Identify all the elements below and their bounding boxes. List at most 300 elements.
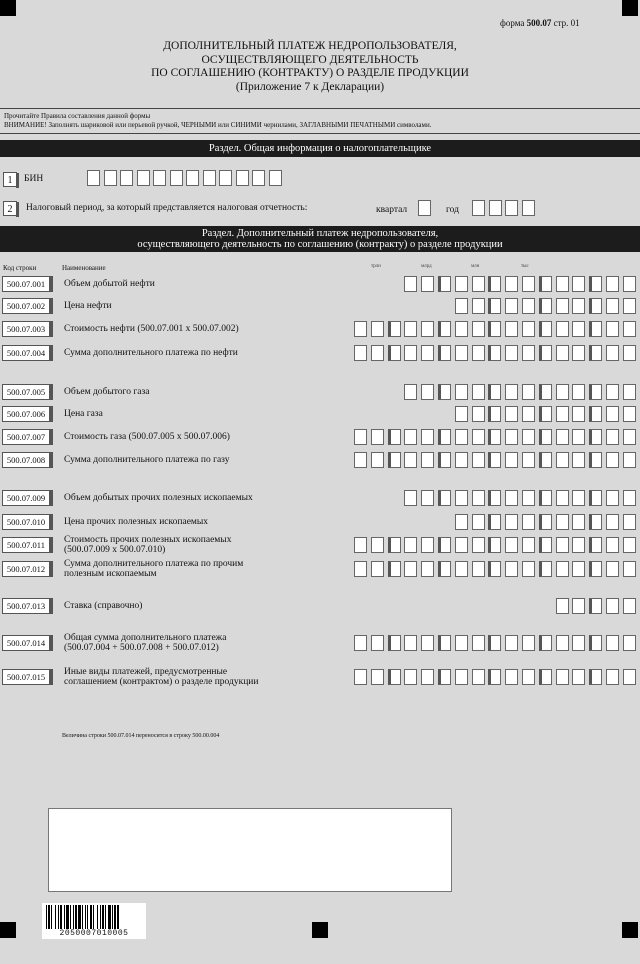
- section-additional-payment-title-2: осуществляющего деятельность по соглашению (контракту) о разделе продукции: [137, 239, 503, 250]
- row-digit-cell[interactable]: [472, 561, 485, 577]
- row-digit-cell[interactable]: [438, 635, 451, 651]
- row-digit-cell[interactable]: [388, 321, 401, 337]
- row-digit-cell[interactable]: [404, 669, 417, 685]
- row-digit-cell[interactable]: [505, 345, 518, 361]
- row-digit-cell[interactable]: [421, 490, 434, 506]
- row-digit-cell[interactable]: [589, 561, 602, 577]
- row-digit-cell[interactable]: [455, 561, 468, 577]
- barcode-bar: [100, 905, 101, 929]
- row-digit-cell[interactable]: [556, 561, 569, 577]
- row-digit-cell[interactable]: [522, 537, 535, 553]
- row-digit-cell[interactable]: [455, 490, 468, 506]
- row-digit-cell[interactable]: [472, 406, 485, 422]
- row-digit-cell[interactable]: [623, 321, 636, 337]
- row-digit-cell[interactable]: [438, 537, 451, 553]
- row-digit-cell[interactable]: [488, 276, 501, 292]
- row-digit-cell[interactable]: [371, 429, 384, 445]
- row-name: Сумма дополнительного платежа по прочим полезным ископаемым: [64, 559, 244, 579]
- row-digit-cell[interactable]: [623, 406, 636, 422]
- row-digit-cell[interactable]: [438, 561, 451, 577]
- row-digit-cell[interactable]: [388, 452, 401, 468]
- signature-area[interactable]: [48, 808, 452, 892]
- row-digit-cell[interactable]: [404, 429, 417, 445]
- row-digit-cell[interactable]: [505, 298, 518, 314]
- row-digit-cell[interactable]: [589, 429, 602, 445]
- bin-label: БИН: [24, 174, 44, 184]
- row-digit-cell[interactable]: [421, 669, 434, 685]
- row-digit-cell[interactable]: [623, 429, 636, 445]
- row-digit-cell[interactable]: [589, 452, 602, 468]
- row-digit-cell[interactable]: [488, 429, 501, 445]
- row-digit-cell[interactable]: [556, 635, 569, 651]
- row-digit-cell[interactable]: [572, 490, 585, 506]
- row-digit-cell[interactable]: [606, 276, 619, 292]
- barcode-bar: [73, 905, 74, 929]
- row-digit-cell[interactable]: [623, 537, 636, 553]
- row-digit-cell[interactable]: [404, 321, 417, 337]
- row-digit-cell[interactable]: [589, 635, 602, 651]
- row-digit-cell[interactable]: [455, 514, 468, 530]
- row-digit-cell[interactable]: [589, 598, 602, 614]
- barcode-bar: [70, 905, 71, 929]
- row-digit-cell[interactable]: [589, 537, 602, 553]
- barcode-bar: [102, 905, 104, 929]
- row-digit-cell[interactable]: [539, 429, 552, 445]
- row-code: 500.07.009: [2, 490, 50, 506]
- row-digit-cell[interactable]: [623, 298, 636, 314]
- row-digit-cell[interactable]: [505, 384, 518, 400]
- barcode-bar: [75, 905, 77, 929]
- row-digit-cell[interactable]: [488, 345, 501, 361]
- section-additional-payment-header: [0, 226, 640, 252]
- row-digit-cell[interactable]: [488, 537, 501, 553]
- row-digit-cell[interactable]: [572, 537, 585, 553]
- row-digit-cell[interactable]: [589, 669, 602, 685]
- row-digit-cell[interactable]: [522, 406, 535, 422]
- title-line-3: ПО СОГЛАШЕНИЮ (КОНТРАКТУ) О РАЗДЕЛЕ ПРОДУКЦИИ: [151, 67, 469, 79]
- year-digit-cell[interactable]: [489, 200, 502, 216]
- row-digit-cell[interactable]: [388, 635, 401, 651]
- item-number-2: 2: [3, 201, 17, 216]
- row-digit-cell[interactable]: [606, 406, 619, 422]
- row-digit-cell[interactable]: [404, 276, 417, 292]
- bin-digit-cell[interactable]: [87, 170, 100, 186]
- barcode-bar: [90, 905, 92, 929]
- row-digit-cell[interactable]: [472, 635, 485, 651]
- barcode-bar: [60, 905, 62, 929]
- row-digit-cell[interactable]: [539, 537, 552, 553]
- unit-label-trillion: трлн: [371, 264, 381, 269]
- row-digit-cell[interactable]: [606, 561, 619, 577]
- row-digit-cell[interactable]: [623, 514, 636, 530]
- row-code: 500.07.010: [2, 514, 50, 530]
- row-digit-cell[interactable]: [539, 514, 552, 530]
- bin-digit-cell[interactable]: [104, 170, 117, 186]
- row-digit-cell[interactable]: [455, 276, 468, 292]
- row-digit-cell[interactable]: [589, 321, 602, 337]
- row-digit-cell[interactable]: [354, 345, 367, 361]
- row-digit-cell[interactable]: [505, 429, 518, 445]
- row-digit-cell[interactable]: [606, 321, 619, 337]
- row-digit-cell[interactable]: [539, 452, 552, 468]
- year-digit-cell[interactable]: [505, 200, 518, 216]
- row-digit-cell[interactable]: [404, 345, 417, 361]
- row-digit-cell[interactable]: [438, 669, 451, 685]
- row-digit-cell[interactable]: [472, 537, 485, 553]
- row-digit-cell[interactable]: [421, 384, 434, 400]
- row-digit-cell[interactable]: [556, 598, 569, 614]
- row-digit-cell[interactable]: [606, 429, 619, 445]
- row-digit-cell[interactable]: [404, 537, 417, 553]
- row-digit-cell[interactable]: [539, 345, 552, 361]
- row-digit-cell[interactable]: [556, 321, 569, 337]
- row-digit-cell[interactable]: [438, 384, 451, 400]
- row-digit-cell[interactable]: [572, 514, 585, 530]
- row-digit-cell[interactable]: [556, 452, 569, 468]
- row-digit-cell[interactable]: [522, 561, 535, 577]
- row-digit-cell[interactable]: [421, 635, 434, 651]
- row-digit-cell[interactable]: [539, 635, 552, 651]
- row-digit-cell[interactable]: [556, 276, 569, 292]
- tax-period-label: Налоговый период, за который представляется налоговая отчетность:: [26, 203, 308, 213]
- row-digit-cell[interactable]: [421, 321, 434, 337]
- row-digit-cell[interactable]: [455, 669, 468, 685]
- row-digit-cell[interactable]: [522, 345, 535, 361]
- row-digit-cell[interactable]: [572, 298, 585, 314]
- row-digit-cell[interactable]: [539, 276, 552, 292]
- section-general-info-title: Раздел. Общая информация о налогоплательщике: [208, 143, 432, 154]
- row-digit-cell[interactable]: [539, 490, 552, 506]
- row-digit-cell[interactable]: [606, 490, 619, 506]
- row-digit-cell[interactable]: [472, 514, 485, 530]
- row-digit-cell[interactable]: [505, 406, 518, 422]
- row-digit-cell[interactable]: [606, 452, 619, 468]
- row-digit-cell[interactable]: [505, 276, 518, 292]
- row-digit-cell[interactable]: [371, 321, 384, 337]
- row-digit-cell[interactable]: [539, 406, 552, 422]
- row-digit-cell[interactable]: [488, 406, 501, 422]
- row-digit-cell[interactable]: [572, 345, 585, 361]
- row-digit-cell[interactable]: [421, 276, 434, 292]
- row-digit-cell[interactable]: [438, 345, 451, 361]
- title-line-2: ОСУЩЕСТВЛЯЮЩЕГО ДЕЯТЕЛЬНОСТЬ: [201, 53, 419, 66]
- row-code: 500.07.007: [2, 429, 50, 445]
- instructions-warning: ВНИМАНИЕ! Заполнять шариковой или перьевой ручкой, ЧЕРНЫМИ или СИНИМИ чернилами, ЗАГЛАВНЫМИ ПЕЧАТНЫМИ символами.: [4, 121, 432, 129]
- row-digit-cell[interactable]: [522, 635, 535, 651]
- row-digit-cell[interactable]: [623, 598, 636, 614]
- row-digit-cell[interactable]: [623, 345, 636, 361]
- row-digit-cell[interactable]: [606, 298, 619, 314]
- row-digit-cell[interactable]: [488, 452, 501, 468]
- row-digit-cell[interactable]: [572, 406, 585, 422]
- row-digit-cell[interactable]: [421, 561, 434, 577]
- barcode-bar: [64, 905, 65, 929]
- row-digit-cell[interactable]: [388, 345, 401, 361]
- row-digit-cell[interactable]: [572, 669, 585, 685]
- title-line-4: (Приложение 7 к Декларации): [235, 80, 385, 93]
- row-name: Цена нефти: [64, 301, 112, 311]
- row-digit-cell[interactable]: [556, 490, 569, 506]
- row-digit-cell[interactable]: [455, 345, 468, 361]
- row-code: 500.07.005: [2, 384, 50, 400]
- row-digit-cell[interactable]: [371, 537, 384, 553]
- corner-marker-top-right: [622, 0, 638, 16]
- row-digit-cell[interactable]: [539, 384, 552, 400]
- row-name: Объем добытых прочих полезных ископаемых: [64, 493, 253, 503]
- row-digit-cell[interactable]: [589, 384, 602, 400]
- row-digit-cell[interactable]: [589, 406, 602, 422]
- form-code: 500.07: [526, 18, 552, 28]
- row-name: Ставка (справочно): [64, 601, 143, 611]
- row-digit-cell[interactable]: [522, 490, 535, 506]
- row-digit-cell[interactable]: [623, 669, 636, 685]
- item-number-1: 1: [3, 172, 17, 187]
- row-digit-cell[interactable]: [455, 537, 468, 553]
- row-digit-cell[interactable]: [438, 490, 451, 506]
- row-digit-cell[interactable]: [354, 429, 367, 445]
- row-digit-cell[interactable]: [438, 321, 451, 337]
- row-digit-cell[interactable]: [606, 598, 619, 614]
- row-digit-cell[interactable]: [505, 669, 518, 685]
- bin-digit-cell[interactable]: [170, 170, 183, 186]
- row-digit-cell[interactable]: [488, 490, 501, 506]
- row-digit-cell[interactable]: [421, 429, 434, 445]
- bin-digit-cell[interactable]: [219, 170, 232, 186]
- row-digit-cell[interactable]: [371, 452, 384, 468]
- row-digit-cell[interactable]: [438, 429, 451, 445]
- row-digit-cell[interactable]: [472, 429, 485, 445]
- row-digit-cell[interactable]: [354, 321, 367, 337]
- row-digit-cell[interactable]: [371, 669, 384, 685]
- row-digit-cell[interactable]: [404, 490, 417, 506]
- row-digit-cell[interactable]: [623, 452, 636, 468]
- row-code: 500.07.004: [2, 345, 50, 361]
- row-name: Стоимость нефти (500.07.001 х 500.07.002): [64, 324, 239, 334]
- row-digit-cell[interactable]: [522, 669, 535, 685]
- year-digit-cell[interactable]: [522, 200, 535, 216]
- row-digit-cell[interactable]: [623, 635, 636, 651]
- row-digit-cell[interactable]: [572, 561, 585, 577]
- section-general-info-header: [0, 140, 640, 157]
- row-code: 500.07.013: [2, 598, 50, 614]
- row-digit-cell[interactable]: [371, 635, 384, 651]
- row-digit-cell[interactable]: [388, 669, 401, 685]
- row-digit-cell[interactable]: [388, 537, 401, 553]
- row-digit-cell[interactable]: [455, 384, 468, 400]
- row-digit-cell[interactable]: [606, 345, 619, 361]
- row-digit-cell[interactable]: [556, 537, 569, 553]
- row-digit-cell[interactable]: [572, 321, 585, 337]
- row-name: Стоимость газа (500.07.005 х 500.07.006): [64, 432, 230, 442]
- row-digit-cell[interactable]: [505, 635, 518, 651]
- row-digit-cell[interactable]: [589, 514, 602, 530]
- row-digit-cell[interactable]: [438, 276, 451, 292]
- row-digit-cell[interactable]: [488, 561, 501, 577]
- row-digit-cell[interactable]: [455, 429, 468, 445]
- row-digit-cell[interactable]: [421, 345, 434, 361]
- row-digit-cell[interactable]: [388, 561, 401, 577]
- barcode-bar: [117, 905, 119, 929]
- row-digit-cell[interactable]: [354, 635, 367, 651]
- row-digit-cell[interactable]: [472, 345, 485, 361]
- row-digit-cell[interactable]: [455, 452, 468, 468]
- bin-digit-cell[interactable]: [269, 170, 282, 186]
- form-identifier: [500, 18, 580, 28]
- row-digit-cell[interactable]: [404, 452, 417, 468]
- barcode-bar: [114, 905, 116, 929]
- row-digit-cell[interactable]: [606, 635, 619, 651]
- row-digit-cell[interactable]: [623, 561, 636, 577]
- row-name: Общая сумма дополнительного платежа (500.07.004 + 500.07.008 + 500.07.012): [64, 633, 227, 653]
- row-name: Цена прочих полезных ископаемых: [64, 517, 209, 527]
- bin-digit-cell[interactable]: [252, 170, 265, 186]
- row-digit-cell[interactable]: [488, 514, 501, 530]
- row-digit-cell[interactable]: [488, 298, 501, 314]
- row-digit-cell[interactable]: [488, 669, 501, 685]
- row-digit-cell[interactable]: [488, 384, 501, 400]
- row-digit-cell[interactable]: [572, 635, 585, 651]
- year-digit-cell[interactable]: [472, 200, 485, 216]
- row-code: 500.07.014: [2, 635, 50, 651]
- year-label: год: [446, 205, 459, 215]
- row-digit-cell[interactable]: [472, 669, 485, 685]
- row-digit-cell[interactable]: [556, 298, 569, 314]
- row-digit-cell[interactable]: [539, 669, 552, 685]
- row-digit-cell[interactable]: [505, 514, 518, 530]
- row-digit-cell[interactable]: [589, 345, 602, 361]
- row-digit-cell[interactable]: [623, 276, 636, 292]
- row-digit-cell[interactable]: [522, 514, 535, 530]
- row-digit-cell[interactable]: [455, 635, 468, 651]
- row-digit-cell[interactable]: [606, 384, 619, 400]
- row-digit-cell[interactable]: [539, 298, 552, 314]
- bin-digit-cell[interactable]: [120, 170, 133, 186]
- row-digit-cell[interactable]: [589, 276, 602, 292]
- row-digit-cell[interactable]: [623, 490, 636, 506]
- row-digit-cell[interactable]: [556, 514, 569, 530]
- row-name: Сумма дополнительного платежа по газу: [64, 455, 230, 465]
- row-code: 500.07.001: [2, 276, 50, 292]
- barcode-bar: [112, 905, 113, 929]
- bin-digit-cell[interactable]: [137, 170, 150, 186]
- row-digit-cell[interactable]: [522, 452, 535, 468]
- row-digit-cell[interactable]: [522, 384, 535, 400]
- row-digit-cell[interactable]: [472, 384, 485, 400]
- row-digit-cell[interactable]: [455, 321, 468, 337]
- row-digit-cell[interactable]: [522, 429, 535, 445]
- row-digit-cell[interactable]: [354, 452, 367, 468]
- row-digit-cell[interactable]: [421, 537, 434, 553]
- row-name: Сумма дополнительного платежа по нефти: [64, 348, 238, 358]
- row-digit-cell[interactable]: [556, 384, 569, 400]
- row-digit-cell[interactable]: [455, 298, 468, 314]
- quarter-input[interactable]: [418, 200, 431, 216]
- barcode-bar: [66, 905, 69, 929]
- row-digit-cell[interactable]: [488, 321, 501, 337]
- row-digit-cell[interactable]: [606, 537, 619, 553]
- row-digit-cell[interactable]: [421, 452, 434, 468]
- row-digit-cell[interactable]: [505, 321, 518, 337]
- row-digit-cell[interactable]: [505, 561, 518, 577]
- bin-digit-cell[interactable]: [203, 170, 216, 186]
- row-digit-cell[interactable]: [438, 452, 451, 468]
- barcode-bar: [51, 905, 52, 929]
- row-digit-cell[interactable]: [472, 276, 485, 292]
- barcode-bar: [46, 905, 47, 929]
- row-name: Иные виды платежей, предусмотренные соглашением (контрактом) о разделе продукции: [64, 667, 259, 687]
- row-digit-cell[interactable]: [455, 406, 468, 422]
- row-digit-cell[interactable]: [488, 635, 501, 651]
- row-digit-cell[interactable]: [354, 537, 367, 553]
- barcode-bar: [58, 905, 59, 929]
- row-digit-cell[interactable]: [354, 561, 367, 577]
- row-digit-cell[interactable]: [572, 276, 585, 292]
- bin-digit-cell[interactable]: [186, 170, 199, 186]
- divider: [0, 133, 640, 134]
- row-digit-cell[interactable]: [522, 321, 535, 337]
- row-digit-cell[interactable]: [572, 384, 585, 400]
- row-digit-cell[interactable]: [606, 669, 619, 685]
- row-digit-cell[interactable]: [472, 321, 485, 337]
- row-digit-cell[interactable]: [539, 561, 552, 577]
- form-label: форма: [500, 18, 525, 28]
- barcode-bar: [93, 905, 94, 929]
- row-digit-cell[interactable]: [505, 537, 518, 553]
- row-digit-cell[interactable]: [472, 452, 485, 468]
- row-digit-cell[interactable]: [556, 429, 569, 445]
- row-digit-cell[interactable]: [404, 384, 417, 400]
- row-digit-cell[interactable]: [522, 276, 535, 292]
- row-digit-cell[interactable]: [572, 598, 585, 614]
- row-digit-cell[interactable]: [572, 452, 585, 468]
- row-digit-cell[interactable]: [371, 561, 384, 577]
- row-digit-cell[interactable]: [472, 298, 485, 314]
- row-digit-cell[interactable]: [404, 561, 417, 577]
- row-digit-cell[interactable]: [572, 429, 585, 445]
- row-digit-cell[interactable]: [354, 669, 367, 685]
- row-digit-cell[interactable]: [606, 514, 619, 530]
- row-code: 500.07.012: [2, 561, 50, 577]
- divider: [0, 108, 640, 109]
- row-digit-cell[interactable]: [556, 669, 569, 685]
- row-code: 500.07.002: [2, 298, 50, 314]
- row-code: 500.07.008: [2, 452, 50, 468]
- barcode-number: 2050007010005: [59, 929, 129, 938]
- barcode-bar: [55, 905, 56, 929]
- bin-digit-cell[interactable]: [153, 170, 166, 186]
- row-digit-cell[interactable]: [371, 345, 384, 361]
- row-code: 500.07.006: [2, 406, 50, 422]
- row-digit-cell[interactable]: [505, 452, 518, 468]
- row-digit-cell[interactable]: [404, 635, 417, 651]
- bin-digit-cell[interactable]: [236, 170, 249, 186]
- row-digit-cell[interactable]: [556, 345, 569, 361]
- row-digit-cell[interactable]: [589, 490, 602, 506]
- unit-label-million: млн: [471, 264, 480, 269]
- row-code: 500.07.003: [2, 321, 50, 337]
- row-name: Цена газа: [64, 409, 103, 419]
- row-digit-cell[interactable]: [539, 321, 552, 337]
- row-digit-cell[interactable]: [589, 298, 602, 314]
- row-digit-cell[interactable]: [472, 490, 485, 506]
- row-digit-cell[interactable]: [505, 490, 518, 506]
- row-digit-cell[interactable]: [388, 429, 401, 445]
- row-digit-cell[interactable]: [623, 384, 636, 400]
- row-digit-cell[interactable]: [556, 406, 569, 422]
- row-digit-cell[interactable]: [522, 298, 535, 314]
- barcode-bar: [85, 905, 86, 929]
- form-title: [80, 40, 540, 94]
